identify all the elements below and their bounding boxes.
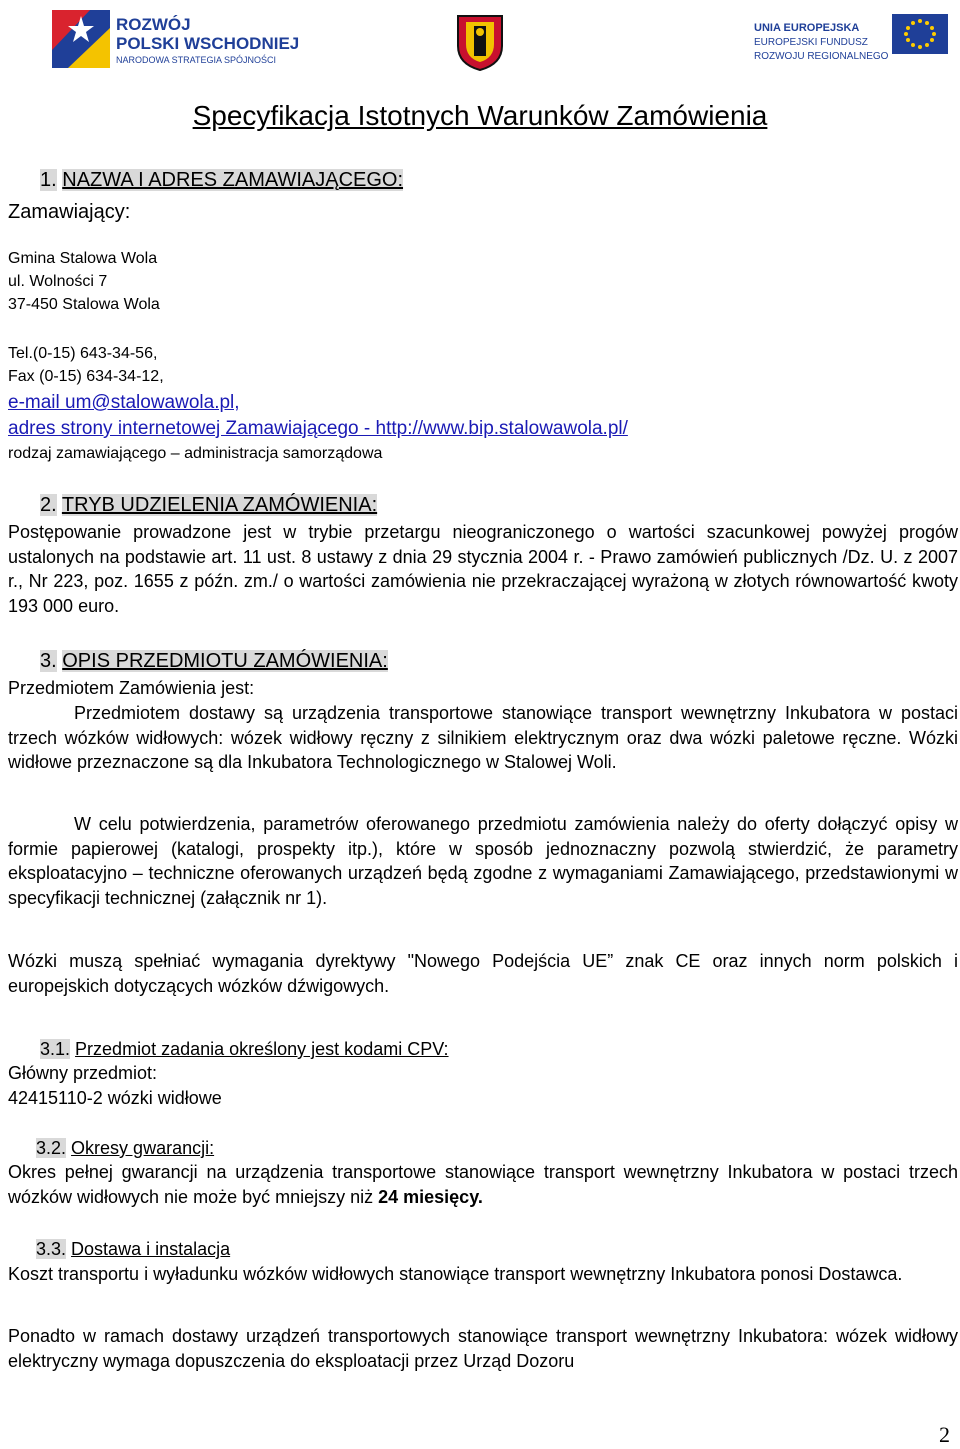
rpw-emblem-icon	[50, 6, 320, 72]
stalowa-wola-coat-of-arms-icon	[452, 10, 508, 72]
section-1-heading	[40, 167, 403, 193]
zamawiajacy-label: Zamawiający:	[8, 201, 131, 223]
svg-text:ROZWÓJ: ROZWÓJ	[116, 15, 191, 34]
svg-text:UNIA EUROPEJSKA: UNIA EUROPEJSKA	[754, 22, 860, 34]
contracting-authority-type: rodzaj zamawiającego – administracja samorządowa	[8, 445, 383, 462]
subsection-3-1-heading	[40, 1037, 449, 1061]
delivery-paragraph-2: Ponadto w ramach dostawy urządzeń transportowych stanowiące transport wewnętrzny Inkubatora: wózek widłowy elektryczny wymaga dopuszczenia do eksploatacji przez Urząd Dozoru	[8, 1326, 958, 1371]
warranty-text: Okres pełnej gwarancji na urządzenia transportowe stanowiące transport wewnętrzny Inkubatora w postaci trzech wózków widłowych nie może być mniejszy niż 24 miesięcy.	[8, 1162, 958, 1207]
subsection-3-3-label: Dostawa i instalacja	[71, 1239, 231, 1259]
section-3-heading	[40, 648, 388, 674]
delivery-paragraph-1: Koszt transportu i wyładunku wózków widłowych stanowiące transport wewnętrzny Inkubatora ponosi Dostawca.	[8, 1264, 903, 1284]
section-2-label: TRYB UDZIELENIA ZAMÓWIENIA:	[61, 494, 378, 516]
rozwoj-polski-wschodniej-logo	[50, 6, 320, 72]
address-line-2: ul. Wolności 7	[8, 273, 108, 290]
section-2-text: Postępowanie prowadzone jest w trybie przetargu nieograniczonego o wartości szacunkowej powyżej progów ustalonych na podstawie art. 11 ust. 8 ustawy z dnia 29 stycznia 2004 r. - Prawo zamówień publicznych /Dz. U. z 2007 r., Nr 223, poz. 1655 z późn. zm./ o wartości zamówienia nie przekraczającej wyrażoną w złotych równowartość kwoty 193 000 euro.	[8, 522, 958, 616]
subsection-3-2-number: 3.2.	[36, 1138, 67, 1158]
section-3-paragraph-2: W celu potwierdzenia, parametrów oferowanego przedmiotu zamówienia należy do oferty dołączyć opisy w formie papierowej (katalogi, prospekty itp.), które w sposób jednoznaczny pozwolą stwierdzić, że parametry eksploatacyjno – techniczne oferowanych urządzeń będą zgodne z wymaganiami Zamawiającego, przedstawionymi w specyfikacji technicznej (załącznik nr 1).	[8, 814, 958, 908]
document-title: Specyfikacja Istotnych Warunków Zamówienia	[192, 100, 768, 131]
section-1-label: NAZWA I ADRES ZAMAWIAJĄCEGO:	[62, 169, 404, 191]
address-line-3: 37-450 Stalowa Wola	[8, 296, 160, 313]
subsection-3-1-number: 3.1.	[40, 1039, 71, 1059]
eu-flag-icon	[892, 14, 948, 54]
subsection-3-2-heading	[36, 1136, 214, 1160]
warranty-period: 24 miesięcy.	[378, 1186, 483, 1207]
section-3-paragraph-1: Przedmiotem dostawy są urządzenia transportowe stanowiące transport wewnętrzny Inkubatora w postaci trzech wózków widłowych: wózek widłowy ręczny z silnikiem elektrycznym oraz dwa wózki paletowe ręczne. Wózki widłowe przeznaczone są dla Inkubatora Technologicznego w Stalowej Woli.	[8, 703, 958, 773]
svg-text:EUROPEJSKI FUNDUSZ: EUROPEJSKI FUNDUSZ	[754, 37, 868, 48]
subsection-3-3-number: 3.3.	[36, 1239, 67, 1259]
cpv-main-label: Główny przedmiot:	[8, 1063, 158, 1083]
svg-text:ROZWOJU REGIONALNEGO: ROZWOJU REGIONALNEGO	[754, 51, 889, 62]
section-3-number: 3.	[40, 650, 57, 672]
section-3-intro: Przedmiotem Zamówienia jest:	[8, 678, 255, 698]
section-1-number: 1.	[40, 169, 57, 191]
section-3-label: OPIS PRZEDMIOTU ZAMÓWIENIA:	[62, 650, 388, 672]
fax-line: Fax (0-15) 634-34-12,	[8, 368, 164, 385]
section-2-heading	[40, 492, 377, 518]
svg-text:NARODOWA STRATEGIA SPÓJNOŚCI: NARODOWA STRATEGIA SPÓJNOŚCI	[116, 55, 277, 65]
section-2-number: 2.	[40, 494, 57, 516]
subsection-3-3-heading	[36, 1237, 230, 1261]
unia-europejska-efrr-logo	[752, 10, 952, 72]
subsection-3-2-label: Okresy gwarancji:	[71, 1138, 215, 1158]
page-number: 2	[939, 1422, 950, 1447]
website-link[interactable]: adres strony internetowej Zamawiającego - http://www.bip.stalowawola.pl/	[8, 418, 628, 439]
phone-line: Tel.(0-15) 643-34-56,	[8, 345, 158, 362]
cpv-main-code: 42415110-2 wózki widłowe	[8, 1088, 222, 1108]
address-line-1: Gmina Stalowa Wola	[8, 250, 158, 267]
email-link[interactable]: e-mail um@stalowawola.pl,	[8, 392, 240, 413]
subsection-3-1-label: Przedmiot zadania określony jest kodami CPV:	[75, 1039, 449, 1059]
section-3-paragraph-3: Wózki muszą spełniać wymagania dyrektywy "Nowego Podejścia UE” znak CE oraz innych norm polskich i europejskich dotyczących wózków dźwigowych.	[8, 951, 958, 996]
svg-text:POLSKI WSCHODNIEJ: POLSKI WSCHODNIEJ	[116, 34, 300, 53]
